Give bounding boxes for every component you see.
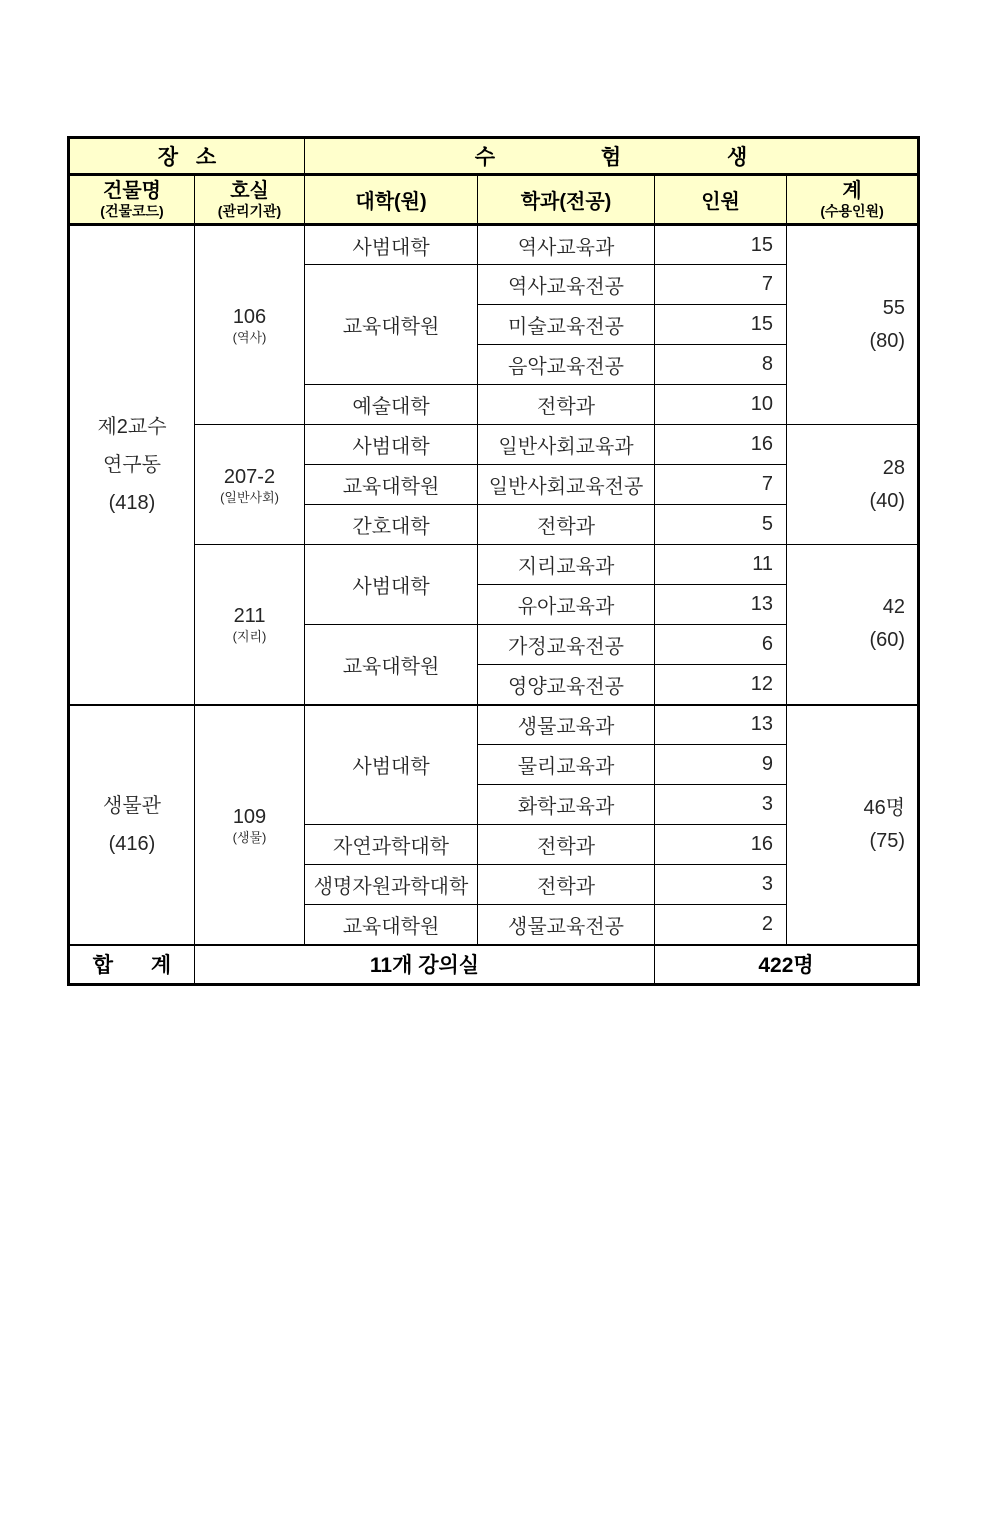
header-row-columns <box>69 175 919 225</box>
dept-cell: 전학과 <box>478 865 655 905</box>
header-total-sub: (수용인원) <box>820 202 884 219</box>
room-capacity: (80) <box>869 330 906 352</box>
room-number: 207-2 <box>223 465 276 488</box>
header-building <box>69 175 195 225</box>
room-total: 46명 <box>863 796 906 819</box>
room-manager: (생물) <box>232 829 267 845</box>
building-code: (416) <box>108 832 156 855</box>
dept-cell: 일반사회교육전공 <box>478 465 655 505</box>
room-capacity: (60) <box>869 629 906 652</box>
count-cell: 7 <box>655 265 787 305</box>
header-room <box>195 175 305 225</box>
dept-cell: 역사교육과 <box>478 225 655 265</box>
table-row <box>69 225 919 265</box>
room-number: 106 <box>232 306 267 328</box>
college-cell: 교육대학원 <box>305 265 478 385</box>
classroom-count-cell: 11개 강의실 <box>195 945 655 985</box>
dept-cell: 유아교육과 <box>478 585 655 625</box>
count-cell: 13 <box>655 705 787 745</box>
table-row <box>69 545 919 585</box>
count-cell: 13 <box>655 585 787 625</box>
header-building-label: 건물명 <box>103 179 161 202</box>
count-cell: 10 <box>655 385 787 425</box>
room-cell <box>195 225 305 425</box>
room-cell <box>195 705 305 945</box>
count-cell: 12 <box>655 665 787 705</box>
building-name-cell <box>69 705 195 945</box>
college-cell: 사범대학 <box>305 425 478 465</box>
count-cell: 16 <box>655 825 787 865</box>
header-room-sub: (관리기관) <box>217 202 282 219</box>
dept-cell: 미술교육전공 <box>478 305 655 345</box>
college-cell: 간호대학 <box>305 505 478 545</box>
room-total: 42 <box>882 596 906 619</box>
dept-cell: 생물교육과 <box>478 705 655 745</box>
room-total-cell <box>787 545 919 705</box>
count-cell: 5 <box>655 505 787 545</box>
room-capacity: (75) <box>869 829 906 852</box>
count-cell: 15 <box>655 225 787 265</box>
building-name-line: 연구동 <box>103 453 161 476</box>
room-manager: (일반사회) <box>220 489 279 505</box>
room-cell <box>195 425 305 545</box>
table-row <box>69 425 919 465</box>
grand-total-cell: 422명 <box>655 945 919 985</box>
count-cell: 3 <box>655 865 787 905</box>
college-cell: 사범대학 <box>305 705 478 825</box>
count-cell: 6 <box>655 625 787 665</box>
dept-cell: 역사교육전공 <box>478 265 655 305</box>
table-row <box>69 705 919 745</box>
college-cell: 교육대학원 <box>305 465 478 505</box>
header-building-sub: (건물코드) <box>100 202 164 219</box>
header-row-group <box>69 138 919 175</box>
room-capacity: (40) <box>869 489 906 512</box>
dept-cell: 영양교육전공 <box>478 665 655 705</box>
dept-cell: 물리교육과 <box>478 745 655 785</box>
college-cell: 자연과학대학 <box>305 825 478 865</box>
header-place: 장 소 <box>69 138 305 175</box>
room-total-cell <box>787 705 919 945</box>
room-manager: (지리) <box>232 629 267 645</box>
room-number: 211 <box>233 605 266 628</box>
dept-cell: 전학과 <box>478 825 655 865</box>
dept-cell: 음악교육전공 <box>478 345 655 385</box>
building-code: (418) <box>108 491 156 514</box>
dept-cell: 가정교육전공 <box>478 625 655 665</box>
building-name-line: 생물관 <box>103 794 161 817</box>
dept-cell: 화학교육과 <box>478 785 655 825</box>
dept-cell: 전학과 <box>478 505 655 545</box>
header-total <box>787 175 919 225</box>
grand-total-label: 합 계 <box>69 945 195 985</box>
header-total-label: 계 <box>842 179 862 202</box>
count-cell: 11 <box>655 545 787 585</box>
college-cell: 교육대학원 <box>305 625 478 705</box>
total-row <box>69 945 919 985</box>
count-cell: 9 <box>655 745 787 785</box>
room-manager: (역사) <box>232 330 267 345</box>
header-college: 대학(원) <box>305 175 478 225</box>
building-name-cell <box>69 225 195 705</box>
count-cell: 16 <box>655 425 787 465</box>
dept-cell: 지리교육과 <box>478 545 655 585</box>
building-name-line: 제2교수 <box>97 415 167 438</box>
header-count: 인원 <box>655 175 787 225</box>
count-cell: 15 <box>655 305 787 345</box>
header-examinee: 수 험 생 <box>305 138 919 175</box>
college-cell: 예술대학 <box>305 385 478 425</box>
dept-cell: 생물교육전공 <box>478 905 655 945</box>
room-total: 28 <box>882 456 906 479</box>
dept-cell: 전학과 <box>478 385 655 425</box>
college-cell: 사범대학 <box>305 545 478 625</box>
room-total-cell <box>787 225 919 425</box>
room-total: 55 <box>882 297 906 319</box>
college-cell: 생명자원과학대학 <box>305 865 478 905</box>
dept-cell: 일반사회교육과 <box>478 425 655 465</box>
college-cell: 교육대학원 <box>305 905 478 945</box>
count-cell: 7 <box>655 465 787 505</box>
count-cell: 2 <box>655 905 787 945</box>
exam-room-assignment-table <box>67 136 920 986</box>
count-cell: 3 <box>655 785 787 825</box>
room-cell <box>195 545 305 705</box>
count-cell: 8 <box>655 345 787 385</box>
room-total-cell <box>787 425 919 545</box>
college-cell: 사범대학 <box>305 225 478 265</box>
header-room-label: 호실 <box>230 179 269 202</box>
room-number: 109 <box>232 805 267 828</box>
header-dept: 학과(전공) <box>478 175 655 225</box>
